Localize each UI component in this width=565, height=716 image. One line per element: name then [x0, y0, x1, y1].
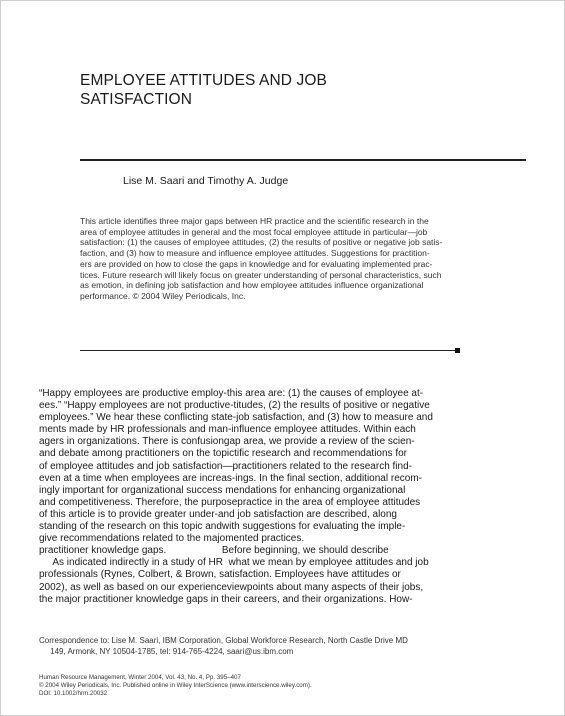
footer-line: DOI: 10.1002/hrm.20032: [39, 689, 108, 697]
abstract-line: performance. © 2004 Wiley Periodicals, Inc.: [80, 290, 246, 301]
correspondence-note: [39, 636, 529, 657]
abstract-line: area of employee attitudes in general and the most focal employee attitude in particular—job: [80, 226, 428, 237]
body-line: and competitiveness. Therefore, the purposepractice in the area of employee attitudes: [39, 496, 421, 508]
abstract-line: satisfaction: (1) the causes of employee attitudes, (2) the results of positive or negative job satis-: [80, 237, 443, 248]
abstract-line: This article identifies three major gaps between HR practice and the scientific research in the: [80, 216, 429, 226]
body-line: of this article is to provide greater under-and job satisfaction are described, along: [39, 508, 397, 520]
body-line: even at a time when employees are increas-ings. In the final section, additional recom-: [39, 472, 422, 484]
section-divider: [80, 350, 459, 351]
abstract-line: faction, and (3) how to measure and influence employee attitudes. Suggestions for practition-: [80, 248, 430, 259]
article-authors: Lise M. Saari and Timothy A. Judge: [123, 175, 289, 187]
body-line: ees.” “Happy employees are not productive-titudes, (2) the results of positive or negative: [39, 400, 430, 412]
body-line: professionals (Rynes, Colbert, & Brown, satisfaction. Employees have attitudes or: [39, 569, 401, 581]
abstract: [80, 216, 524, 302]
footer-line: Human Resource Management, Winter 2004, Vol. 43, No. 4, Pp. 395–407: [39, 674, 241, 681]
correspondence-line: Correspondence to: Lise M. Saari, IBM Corporation, Global Workforce Research, North Castle Drive MD: [39, 636, 408, 645]
footer-line: © 2004 Wiley Periodicals, Inc. Published online in Wiley InterScience (www.interscience.wiley.com).: [39, 681, 312, 689]
body-text: [39, 388, 529, 606]
divider-end-marker: [455, 348, 460, 353]
title-line: SATISFACTION: [80, 91, 193, 108]
body-line: standing of the research on this topic andwith suggestions for evaluating the imple-: [39, 521, 406, 533]
title-divider: [80, 159, 526, 161]
body-line: of employee attitudes and job satisfaction—practitioners related to the research find-: [39, 460, 412, 472]
title-line: EMPLOYEE ATTITUDES AND JOB: [80, 72, 327, 89]
body-line: agers in organizations. There is confusiongap area, we provide a review of the scien-: [39, 436, 415, 448]
body-line: and debate among practitioners on the topictific research and recommendations for: [39, 448, 407, 460]
body-line: the major practitioner knowledge gaps in their careers, and their organizations. How-: [39, 593, 413, 605]
body-line: 2002), as well as based on our experienceviewpoints about many aspects of their jobs,: [39, 581, 424, 593]
abstract-line: as emotion, in defining job satisfaction and how employee attitudes influence organizational: [80, 280, 424, 291]
publication-footer: [39, 674, 529, 697]
body-line: give recommendations related to the majomented practices.: [39, 533, 305, 545]
body-line: As indicated indirectly in a study of HR what we mean by employee attitudes and job: [39, 557, 429, 569]
body-line: “Happy employees are productive employ-this area are: (1) the causes of employee at-: [39, 388, 424, 399]
body-line: ingly important for organizational success mendations for enhancing organizational: [39, 484, 406, 496]
body-line: practitioner knowledge gaps. Before beginning, we should describe: [39, 545, 389, 557]
body-line: ments made by HR professionals and man-influence employee attitudes. Within each: [39, 424, 416, 436]
abstract-line: tices. Future research will likely focus on greater understanding of personal characteristics, such: [80, 269, 442, 280]
body-line: employees.” We hear these conflicting state-job satisfaction, and (3) how to measure and: [39, 412, 433, 424]
article-title: [80, 71, 380, 109]
correspondence-line: 149, Armonk, NY 10504-1785, tel: 914-765-4224, saari@us.ibm.com: [39, 646, 294, 656]
abstract-line: ers are provided on how to close the gaps in knowledge and for evaluating implemented prac-: [80, 258, 433, 269]
